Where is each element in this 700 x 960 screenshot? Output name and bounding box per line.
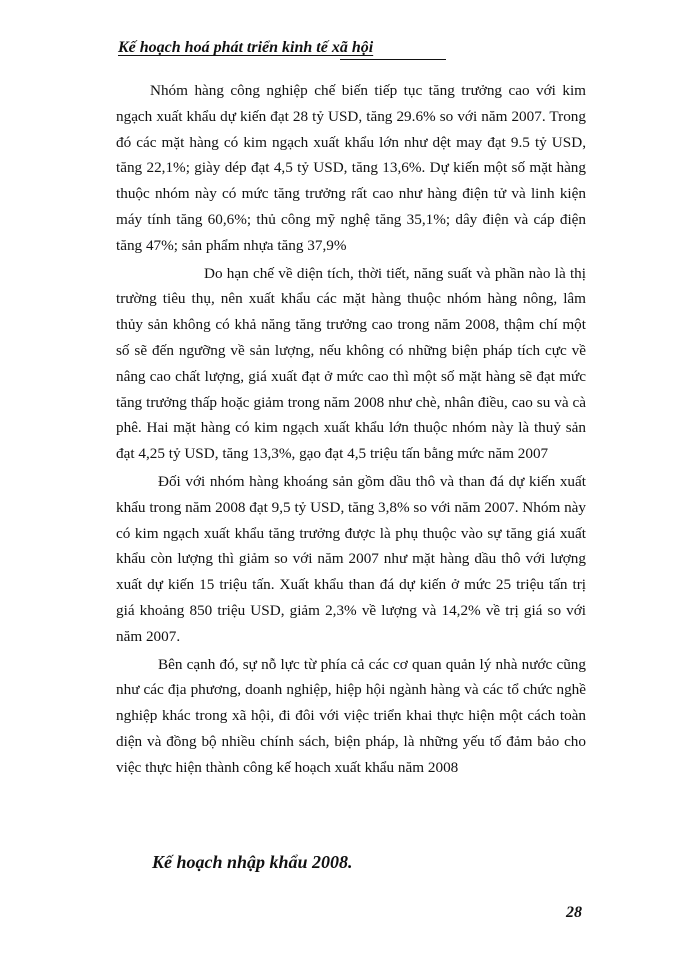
document-body bbox=[116, 78, 586, 781]
section-heading-import-plan: Kế hoạch nhập khẩu 2008. bbox=[152, 852, 353, 872]
header-rule bbox=[340, 59, 446, 60]
paragraph-processed-industry-exports: Nhóm hàng công nghiệp chế biến tiếp tục tăng trưởng cao với kim ngạch xuất khẩu dự kiến đạt 28 tỷ USD, tăng 29.6% so với năm 2007. Trong đó các mặt hàng có kim ngạch xuất khẩu lớn như dệt may đạt 9.5 tỷ USD, tăng 22,1%; giày dép đạt 4,5 tỷ USD, tăng 13,6%. Dự kiến một số mặt hàng thuộc nhóm này có mức tăng trưởng rất cao như hàng điện tử và linh kiện máy tính tăng 60,6%; thủ công mỹ nghệ tăng 35,1%; dây điện và cáp điện tăng 47%; sản phẩm nhựa tăng 37,9% bbox=[116, 82, 586, 254]
paragraph-minerals-exports: Đối với nhóm hàng khoáng sản gồm dầu thô và than đá dự kiến xuất khẩu trong năm 2008 đạt 9,5 tỷ USD, tăng 3,8% so với năm 2007. Nhóm này có kim ngạch xuất khẩu tăng trưởng được là phụ thuộc vào sự tăng giá xuất khẩu còn lượng thì giảm so với năm 2007 như mặt hàng dầu thô với lượng xuất dự kiến 15 triệu tấn. Xuất khẩu than đá dự kiến ở mức 25 triệu tấn trị giá khoảng 850 triệu USD, giảm 2,3% về lượng và 14,2% về trị giá so với năm 2007. bbox=[116, 472, 586, 645]
paragraph-supporting-efforts: Bên cạnh đó, sự nỗ lực từ phía cả các cơ quan quản lý nhà nước cũng như các địa phương, doanh nghiệp, hiệp hội ngành hàng và các tổ chức nghề nghiệp khác trong xã hội, đi đôi với việc triển khai thực hiện một cách toàn diện và đồng bộ nhiều chính sách, biện pháp, là những yếu tố đảm bảo cho việc thực hiện thành công kế hoạch xuất khẩu năm 2008 bbox=[116, 655, 586, 776]
running-header: Kế hoạch hoá phát triển kinh tế xã hội bbox=[118, 39, 374, 56]
paragraph-agriculture-forestry-fishery: Do hạn chế về diện tích, thời tiết, năng suất và phần nào là thị trường tiêu thụ, nên xuất khẩu các mặt hàng thuộc nhóm hàng nông, lâm thủy sản không có khả năng tăng trưởng cao trong năm 2008, thậm chí một số sẽ đến ngưỡng về sản lượng, nếu không có những biện pháp tích cực về nâng cao chất lượng, giá xuất đạt ở mức cao thì một số mặt hàng sẽ đạt mức tăng trưởng thấp hoặc giảm trong năm 2008 như chè, nhân điều, cao su và cà phê. Hai mặt hàng có kim ngạch xuất khẩu lớn thuộc nhóm này là thuỷ sản đạt 4,25 tỷ USD, tăng 13,3%, gạo đạt 4,5 triệu tấn bằng mức năm 2007 bbox=[116, 264, 586, 463]
page-number: 28 bbox=[566, 904, 582, 921]
